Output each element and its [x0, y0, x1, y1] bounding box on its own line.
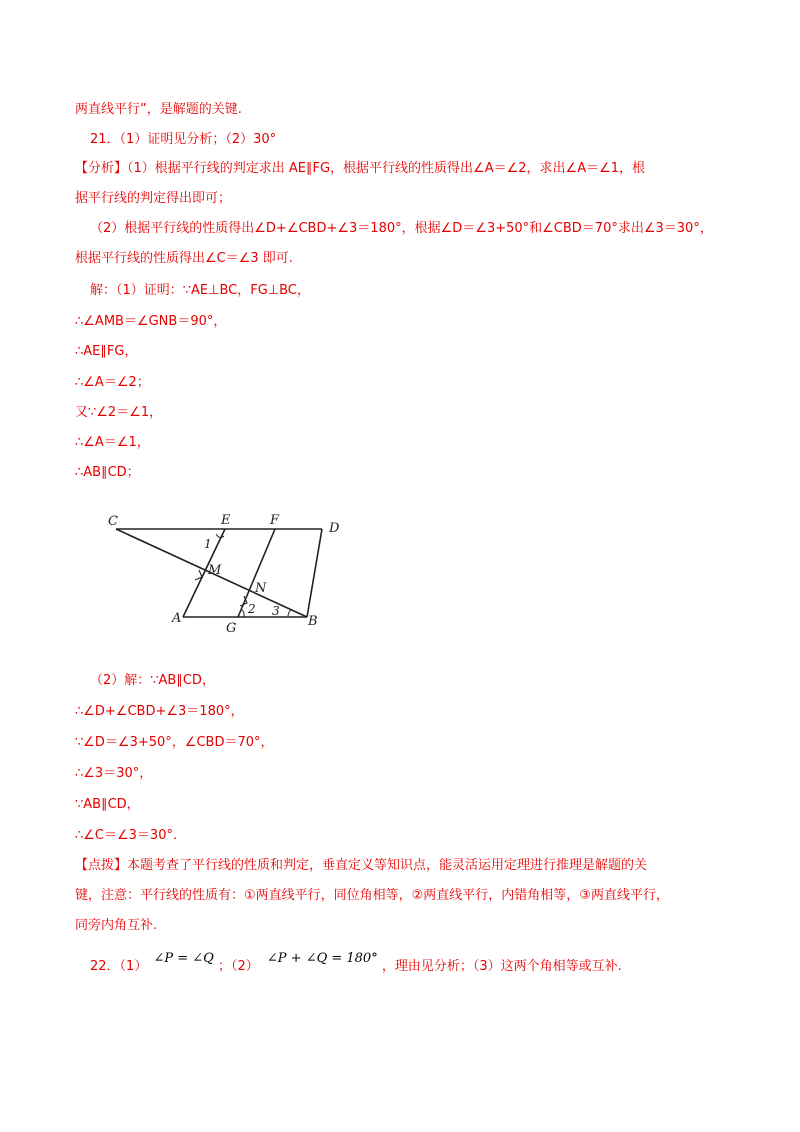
part2-line-4: ∴∠3＝30°， [75, 766, 153, 781]
part2-line-3: ∵∠D＝∠3+50°，∠CBD＝70°， [75, 735, 274, 750]
answer-21: 21．（1）证明见分析；（2）30° [90, 132, 277, 147]
solution-line-3: ∴AE∥FG， [75, 344, 138, 359]
line-bd [307, 529, 322, 617]
solution-line-5: 又∵∠2＝∠1， [75, 405, 163, 420]
answer-22-prefix: 22．（1） [90, 959, 148, 974]
answer-22-sep: ；（2） [217, 959, 259, 974]
solution-line-7: ∴AB∥CD； [75, 465, 140, 480]
label-angle-3: 3 [272, 604, 280, 618]
tip-line-3: 同旁内角互补. [75, 918, 158, 933]
label-angle-1: 1 [204, 537, 212, 551]
label-m: M [208, 563, 222, 578]
solution-line-4: ∴∠A＝∠2； [75, 375, 150, 390]
label-f: F [270, 513, 280, 528]
geometry-figure [100, 508, 360, 638]
analysis-line-2: 据平行线的判定得出即可； [75, 191, 232, 206]
arc-angle-3 [288, 610, 291, 617]
label-angle-2: 2 [248, 602, 256, 616]
label-b: B [308, 614, 318, 629]
line-gf [238, 529, 275, 617]
solution-line-6: ∴∠A＝∠1， [75, 435, 150, 450]
tip-line-2: 键，注意：平行线的性质有：①两直线平行，同位角相等，②两直线平行，内错角相等，③两直线平行， [75, 888, 669, 903]
text-line-1: 两直线平行”，是解题的关键. [75, 102, 242, 117]
label-n: N [255, 581, 267, 596]
part2-line-5: ∵AB∥CD， [75, 797, 140, 812]
solution-line-1: 解：（1）证明：∵AE⊥BC，FG⊥BC， [90, 283, 310, 298]
label-d: D [329, 521, 340, 536]
analysis-line-4: 根据平行线的性质得出∠C＝∠3 即可. [75, 251, 293, 266]
part2-line-1: （2）解：∵AB∥CD， [90, 673, 215, 688]
part2-line-6: ∴∠C＝∠3＝30°. [75, 828, 178, 843]
answer-22-suffix: ，理由见分析；（3）这两个角相等或互补. [381, 959, 622, 974]
answer-22 [90, 951, 622, 976]
part2-line-2: ∴∠D+∠CBD+∠3＝180°， [75, 704, 244, 719]
analysis-line-1: 【分析】（1）根据平行线的判定求出 AE∥FG，根据平行线的性质得出∠A＝∠2，求出∠A＝∠1，根 [75, 161, 646, 176]
label-c: C [108, 514, 118, 529]
answer-22-expr1: ∠P = ∠Q [153, 951, 214, 966]
label-g: G [226, 621, 237, 636]
label-e: E [221, 513, 231, 528]
analysis-line-3: （2）根据平行线的性质得出∠D+∠CBD+∠3＝180°，根据∠D＝∠3+50°和∠CBD＝70°求出∠3＝30°， [90, 221, 713, 236]
tip-line-1: 【点拨】本题考查了平行线的性质和判定，垂直定义等知识点，能灵活运用定理进行推理是解题的关 [75, 858, 648, 873]
label-a: A [172, 611, 182, 626]
answer-22-expr2: ∠P + ∠Q = 180° [266, 951, 378, 966]
solution-line-2: ∴∠AMB＝∠GNB＝90°， [75, 314, 227, 329]
